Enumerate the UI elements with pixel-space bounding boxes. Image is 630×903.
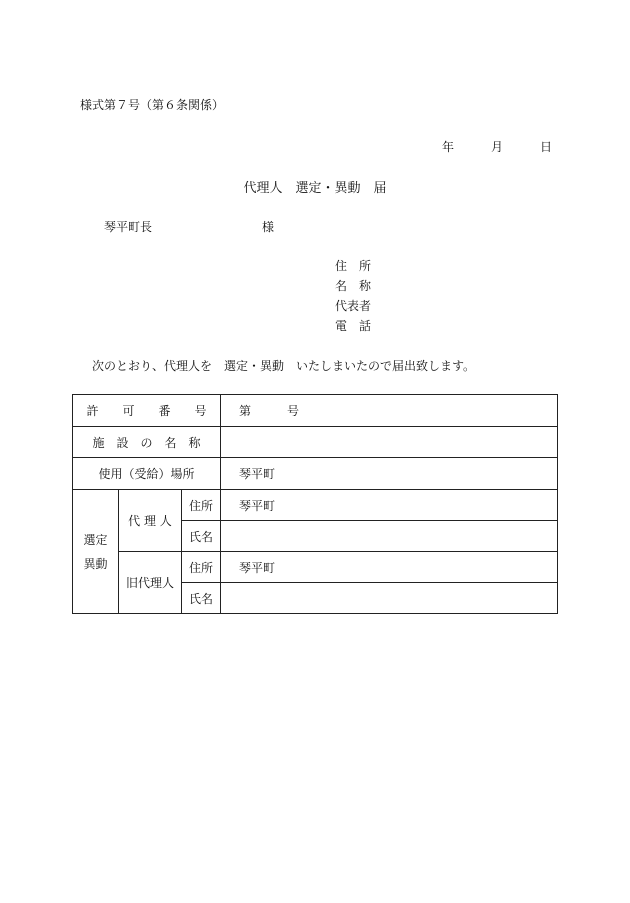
facility-name-field[interactable] <box>221 427 558 458</box>
former-agent-address-label: 住所 <box>182 552 221 583</box>
permit-number-label: 許 可 番 号 <box>73 395 221 427</box>
agent-label: 代 理 人 <box>119 490 182 552</box>
addressee-name: 琴平町長 <box>104 220 153 234</box>
table-row-facility-name <box>73 427 558 458</box>
form-table <box>72 394 558 614</box>
location-label: 使用（受給）場所 <box>73 458 221 490</box>
agent-name-label: 氏名 <box>182 521 221 552</box>
agent-address-field[interactable]: 琴平町 <box>221 490 558 521</box>
table-row-permit-number <box>73 395 558 427</box>
former-agent-label: 旧代理人 <box>119 552 182 614</box>
applicant-address-label: 住 所 <box>335 259 372 273</box>
applicant-telephone-label: 電 話 <box>335 319 372 333</box>
agent-address-label: 住所 <box>182 490 221 521</box>
former-agent-name-label: 氏名 <box>182 583 221 614</box>
permit-number-field[interactable]: 第 号 <box>221 395 558 427</box>
date-month-label: 月 <box>491 140 504 154</box>
former-agent-name-field[interactable] <box>221 583 558 614</box>
document-title: 代理人 選定・異動 届 <box>243 181 387 196</box>
table-row-agent-address <box>73 490 558 521</box>
addressee-honorific: 様 <box>262 220 275 234</box>
body-statement: 次のとおり、代理人を 選定・異動 いたしまいたので届出致します。 <box>92 359 476 373</box>
form-number: 様式第７号（第６条関係） <box>80 98 225 112</box>
applicant-representative-label: 代表者 <box>335 299 372 313</box>
facility-name-label: 施 設 の 名 称 <box>73 427 221 458</box>
selection-change-label: 選定 異動 <box>73 490 119 614</box>
table-row-location <box>73 458 558 490</box>
applicant-name-label: 名 称 <box>335 279 372 293</box>
location-field[interactable]: 琴平町 <box>221 458 558 490</box>
date-day-label: 日 <box>540 140 553 154</box>
date-year-label: 年 <box>442 140 455 154</box>
agent-name-field[interactable] <box>221 521 558 552</box>
former-agent-address-field[interactable]: 琴平町 <box>221 552 558 583</box>
table-row-former-agent-address <box>73 552 558 583</box>
